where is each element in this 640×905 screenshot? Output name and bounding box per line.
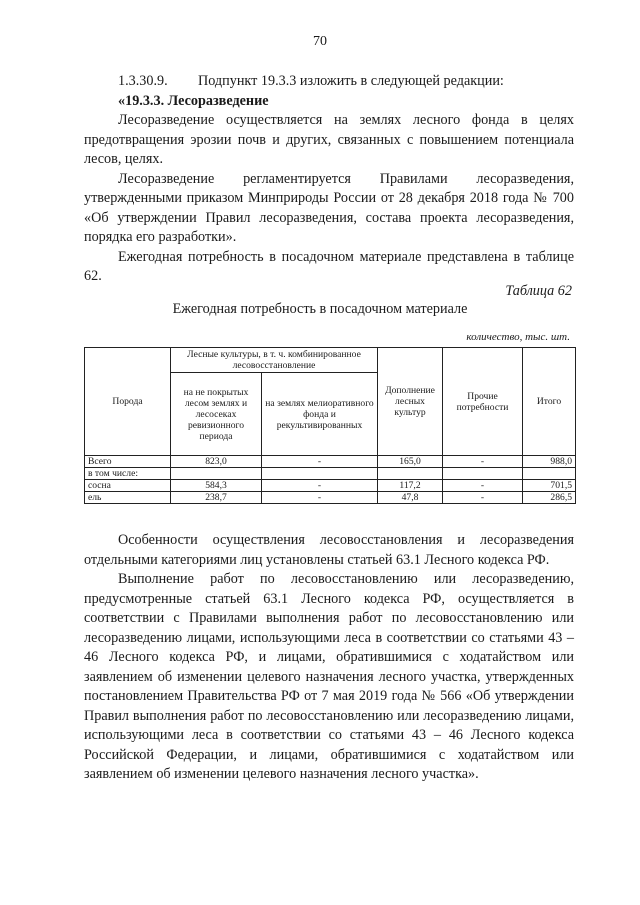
header-group: Лесные культуры, в т. ч. комбинированное лесовосстановление — [171, 348, 378, 373]
cell: - — [262, 456, 378, 468]
paragraph: Лесоразведение осуществляется на землях лесного фонда в целях предотвращения эрозии почв и других, связанных с повышением потенциала лесов, целях. — [84, 112, 574, 167]
table-label: Таблица 62 — [505, 283, 572, 299]
header-supplement: Дополнение лесных культур — [378, 348, 443, 456]
cell: - — [443, 480, 523, 492]
table-units: количество, тыс. шт. — [466, 331, 570, 343]
header-other: Прочие потребности — [443, 348, 523, 456]
cell — [443, 468, 523, 480]
cell — [171, 468, 262, 480]
paragraph: Особенности осуществления лесовосстановления и лесоразведения отдельными категориями лиц установлены статьей 63.1 Лесного кодекса РФ. — [84, 532, 574, 568]
intro-line — [84, 72, 574, 92]
cell — [523, 468, 576, 480]
table-row — [85, 468, 576, 480]
cell — [262, 468, 378, 480]
cell: 701,5 — [523, 480, 576, 492]
body-text-top — [84, 72, 574, 287]
header-species: Порода — [85, 348, 171, 456]
paragraph: Лесоразведение регламентируется Правилами лесоразведения, утвержденными приказом Минприроды России от 28 декабря 2018 года № 700 «Об утверждении Правил лесоразведения, состава проекта лесоразведения, порядка его разработки». — [84, 170, 574, 245]
cell: 823,0 — [171, 456, 262, 468]
row-name: в том числе: — [85, 468, 171, 480]
cell: - — [443, 456, 523, 468]
body-text-bottom — [84, 531, 574, 785]
header-total: Итого — [523, 348, 576, 456]
planting-material-table — [84, 347, 576, 504]
cell: 584,3 — [171, 480, 262, 492]
row-name: ель — [85, 492, 171, 504]
table-row — [85, 492, 576, 504]
item-number: 1.3.30.9. — [118, 73, 168, 89]
cell: 117,2 — [378, 480, 443, 492]
cell: - — [262, 492, 378, 504]
row-name: Всего — [85, 456, 171, 468]
table-title: Ежегодная потребность в посадочном материале — [172, 301, 468, 317]
cell: 47,8 — [378, 492, 443, 504]
header-non-forested: на не покрытых лесом землях и лесосеках ревизионного периода — [171, 373, 262, 456]
cell: - — [443, 492, 523, 504]
cell: 988,0 — [523, 456, 576, 468]
section-heading: «19.3.3. Лесоразведение — [118, 92, 269, 109]
paragraph: Ежегодная потребность в посадочном материале представлена в таблице 62. — [84, 248, 574, 284]
page-number: 70 — [313, 34, 327, 49]
header-reclaimed: на землях мелиоративного фонда и рекультивированных — [262, 373, 378, 456]
item-text: Подпункт 19.3.3 изложить в следующей редакции: — [198, 73, 504, 89]
cell — [378, 468, 443, 480]
cell: 286,5 — [523, 492, 576, 504]
table-row — [85, 480, 576, 492]
row-name: сосна — [85, 480, 171, 492]
cell: 238,7 — [171, 492, 262, 504]
cell: - — [262, 480, 378, 492]
table-row — [85, 456, 576, 468]
paragraph: Выполнение работ по лесовосстановлению или лесоразведению, предусмотренные статьей 63.1 Лесного кодекса РФ, осуществляется в соответствии с Правилами выполнения работ по лесовосстановлению или лесоразведению лицами, использующими леса в соответствии со статьями 43 – 46 Лесного кодекса РФ, и лицами, обратившимися с ходатайством или заявлением об изменении целевого назначения лесного участка, утвержденных постановлением Правительства РФ от 7 мая 2019 года № 566 «Об утверждении Правил выполнения работ по лесовосстановлению или лесоразведению лицами, использующими леса в соответствии со статьями 43 – 46 Лесного кодекса Российской Федерации, и лицами, обратившимися с ходатайством или заявлением об изменении целевого назначения лесного участка». — [84, 571, 574, 782]
cell: 165,0 — [378, 456, 443, 468]
